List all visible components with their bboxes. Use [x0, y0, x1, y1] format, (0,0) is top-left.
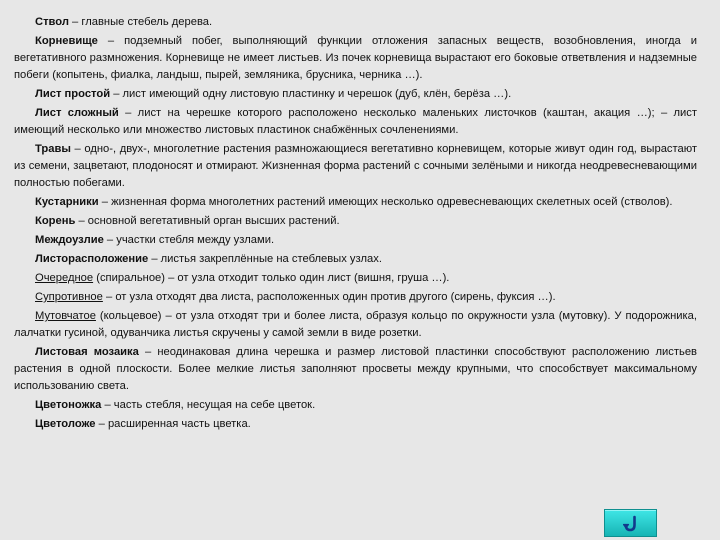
- term: Корень: [35, 215, 76, 227]
- definition: – основной вегетативный орган высших растений.: [75, 215, 340, 227]
- term: Корневище: [35, 35, 98, 47]
- definition: – от узла отходят два листа, расположенных один против другого (сирень, фуксия …).: [102, 291, 556, 303]
- definition: – жизненная форма многолетних растений имеющих несколько одревесневающих скелетных осей (стволов).: [98, 196, 673, 208]
- entry-listoraspolozhenie: [14, 251, 697, 268]
- definition: – листья закреплённые на стеблевых узлах.: [148, 253, 382, 265]
- definition: – подземный побег, выполняющий функции отложения запасных веществ, возобновления, иногда и вегетативного размножения. Корневище не имеет листьев. Из почек корневища вырастают его боковые ответвления и надземные побеги (копытень, фиалка, ландыш, пырей, земляника, брусника, черника …).: [14, 35, 697, 81]
- term: Листовая мозаика: [35, 346, 139, 358]
- definition: – лист на черешке которого расположено несколько маленьких листочков (каштан, акация …); – лист имеющий несколько или множество листовых пластинок снабжённых сочленениями.: [14, 107, 697, 136]
- entry-list-prostoy: [14, 86, 697, 103]
- definition: – часть стебля, несущая на себе цветок.: [101, 399, 316, 411]
- term: Междоузлие: [35, 234, 104, 246]
- term: Очередное: [35, 272, 94, 284]
- term: Лист простой: [35, 88, 111, 100]
- term: Цветоножка: [35, 399, 102, 411]
- entry-travy: [14, 141, 697, 192]
- term: Мутовчатое: [35, 310, 96, 322]
- entry-koren: [14, 213, 697, 230]
- term: Цветоложе: [35, 418, 96, 430]
- entry-tsvetolozhe: [14, 416, 697, 433]
- term: Супротивное: [35, 291, 103, 303]
- definition: – участки стебля между узлами.: [103, 234, 275, 246]
- definition: – неодинаковая длина черешка и размер листовой пластинки способствуют расположению листьев растения в одной плоскости. Более мелкие листья заполняют просветы между крупными, что способствует максимальному использованию света.: [14, 346, 697, 392]
- entry-kornevishche: [14, 33, 697, 84]
- entry-ocherednoe: [14, 270, 697, 287]
- term: Ствол: [35, 16, 69, 28]
- definition: – одно-, двух-, многолетние растения размножающиеся вегетативно корневищем, которые живут один год, вырастают из семени, зацветают, плодоносят и отмирают. Жизненная форма растений с сочными зелёными и никогда неодревесневающими полностью побегами.: [14, 143, 697, 189]
- definition: – главные стебель дерева.: [68, 16, 213, 28]
- term: Травы: [35, 143, 71, 155]
- entry-listovaya-mozaika: [14, 344, 697, 395]
- definition: – расширенная часть цветка.: [95, 418, 251, 430]
- term: Кустарники: [35, 196, 99, 208]
- definition: (кольцевое) – от узла отходят три и более листа, образуя кольцо по окружности узла (мутовку). У подорожника, лалчатки гусиной, одуванчика листья скручены у самой земли в виде розетки.: [14, 310, 697, 339]
- entry-mutovchatoe: [14, 308, 697, 342]
- return-arrow-icon: [623, 515, 640, 533]
- term: Лист сложный: [35, 107, 119, 119]
- entry-mezhdouzlie: [14, 232, 697, 249]
- return-button[interactable]: [604, 509, 657, 537]
- entry-tsvetonozhka: [14, 397, 697, 414]
- definition: (спиральное) – от узла отходит только один лист (вишня, груша …).: [93, 272, 450, 284]
- entry-stvol: [14, 14, 697, 31]
- entry-suprotivnoe: [14, 289, 697, 306]
- term: Листорасположение: [35, 253, 149, 265]
- entry-kustarniki: [14, 194, 697, 211]
- entry-list-slozhny: [14, 105, 697, 139]
- definition: – лист имеющий одну листовую пластинку и черешок (дуб, клён, берёза …).: [110, 88, 512, 100]
